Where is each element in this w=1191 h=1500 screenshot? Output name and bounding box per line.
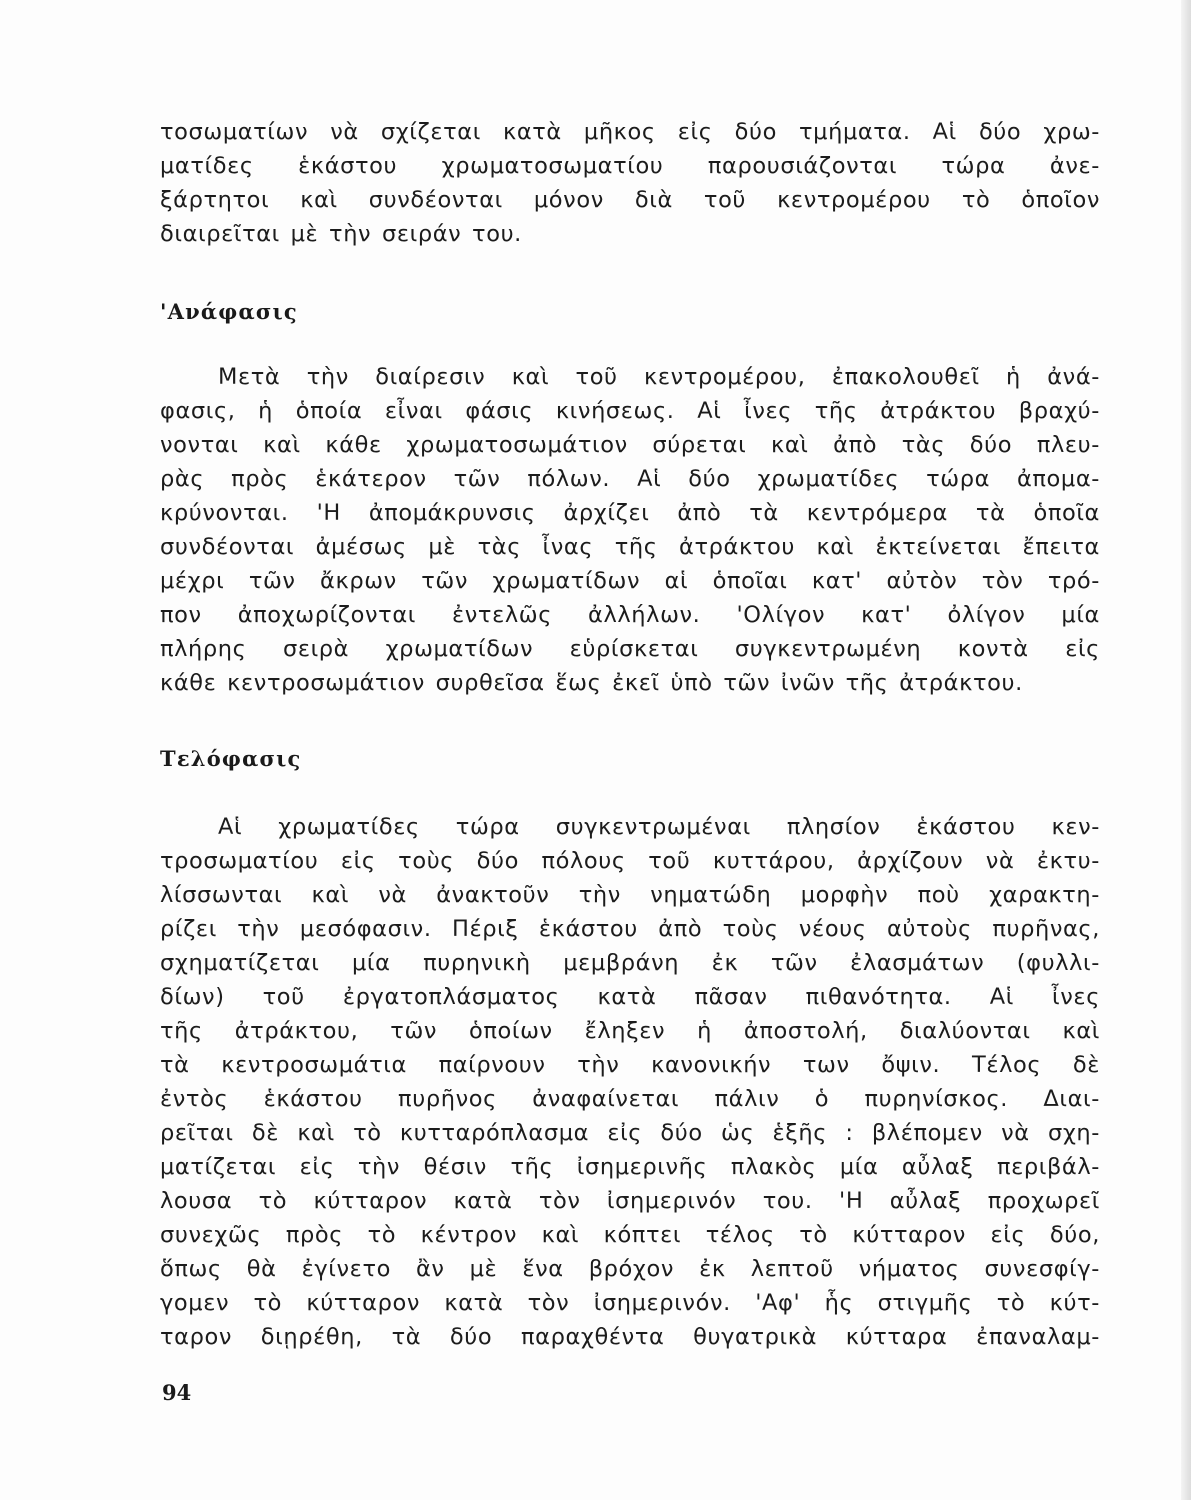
text-line: συνδέονται ἀμέσως μὲ τὰς ἶνας τῆς ἀτράκτου καὶ ἐκτείνεται ἔπειτα	[160, 534, 1100, 560]
paragraph-anaphase	[160, 360, 1100, 700]
text-line: ρίζει τὴν μεσόφασιν. Πέριξ ἑκάστου ἀπὸ τοὺς νέους αὐτοὺς πυρῆνας,	[160, 916, 1100, 942]
text-line: διαιρεῖται μὲ τὴν σειράν του.	[160, 221, 522, 247]
text-line: ξάρτητοι καὶ συνδέονται μόνον διὰ τοῦ κεντρομέρου τὸ ὁποῖον	[160, 187, 1100, 213]
text-line: νονται καὶ κάθε χρωματοσωμάτιον σύρεται καὶ ἀπὸ τὰς δύο πλευ-	[160, 432, 1100, 458]
text-line: ρεῖται δὲ καὶ τὸ κυτταρόπλασμα εἰς δύο ὡς ἑξῆς : βλέπομεν νὰ σχη-	[160, 1120, 1100, 1146]
text-line: κάθε κεντροσωμάτιον συρθεῖσα ἕως ἐκεῖ ὑπὸ τῶν ἰνῶν τῆς ἀτράκτου.	[160, 670, 1023, 696]
page-edge-shadow	[1181, 0, 1191, 1500]
text-line: κρύνονται. 'Η ἀπομάκρυνσις ἀρχίζει ἀπὸ τὰ κεντρόμερα τὰ ὁποῖα	[160, 500, 1100, 526]
section-heading-telophase: Τελόφασις	[160, 746, 302, 771]
text-line: ὅπως θὰ ἐγίνετο ἂν μὲ ἕνα βρόχον ἐκ λεπτοῦ νήματος συνεσφίγ-	[160, 1256, 1100, 1282]
text-line: συνεχῶς πρὸς τὸ κέντρον καὶ κόπτει τέλος τὸ κύτταρον εἰς δύο,	[160, 1222, 1100, 1248]
text-line: πον ἀποχωρίζονται ἐντελῶς ἀλλήλων. 'Ολίγον κατ' ὀλίγον μία	[160, 602, 1100, 628]
text-line: ἐντὸς ἑκάστου πυρῆνος ἀναφαίνεται πάλιν ὁ πυρηνίσκος. Διαι-	[160, 1086, 1100, 1112]
page-number: 94	[162, 1380, 192, 1405]
paragraph-telophase	[160, 810, 1100, 1354]
text-line: ματίδες ἑκάστου χρωματοσωματίου παρουσιάζονται τώρα ἀνε-	[160, 153, 1100, 179]
text-line: ταρον διῃρέθη, τὰ δύο παραχθέντα θυγατρικὰ κύτταρα ἐπαναλαμ-	[160, 1324, 1100, 1350]
text-line: λίσσωνται καὶ νὰ ἀνακτοῦν τὴν νηματώδη μορφὴν ποὺ χαρακτη-	[160, 882, 1100, 908]
text-line: τροσωματίου εἰς τοὺς δύο πόλους τοῦ κυττάρου, ἀρχίζουν νὰ ἐκτυ-	[160, 848, 1100, 874]
text-line: τὰ κεντροσωμάτια παίρνουν τὴν κανονικήν των ὄψιν. Τέλος δὲ	[160, 1052, 1100, 1078]
text-line: φασις, ἡ ὁποία εἶναι φάσις κινήσεως. Αἱ ἶνες τῆς ἀτράκτου βραχύ-	[160, 398, 1100, 424]
text-line: σχηματίζεται μία πυρηνικὴ μεμβράνη ἐκ τῶν ἐλασμάτων (φυλλι-	[160, 950, 1100, 976]
text-line: πλήρης σειρὰ χρωματίδων εὑρίσκεται συγκεντρωμένη κοντὰ εἰς	[160, 636, 1100, 662]
text-line: ρὰς πρὸς ἑκάτερον τῶν πόλων. Αἱ δύο χρωματίδες τώρα ἀπομα-	[160, 466, 1100, 492]
text-line: γομεν τὸ κύτταρον κατὰ τὸν ἰσημερινόν. 'Αφ' ἧς στιγμῆς τὸ κύτ-	[160, 1290, 1100, 1316]
text-line: δίων) τοῦ ἐργατοπλάσματος κατὰ πᾶσαν πιθανότητα. Αἱ ἶνες	[160, 984, 1100, 1010]
text-line: Μετὰ τὴν διαίρεσιν καὶ τοῦ κεντρομέρου, ἐπακολουθεῖ ἡ ἀνά-	[218, 364, 1100, 390]
text-line: ματίζεται εἰς τὴν θέσιν τῆς ἰσημερινῆς πλακὸς μία αὖλαξ περιβάλ-	[160, 1154, 1100, 1180]
paragraph-continuation	[160, 115, 1100, 251]
text-line: Αἱ χρωματίδες τώρα συγκεντρωμέναι πλησίον ἑκάστου κεν-	[218, 814, 1100, 840]
section-heading-anaphase: 'Ανάφασις	[160, 299, 298, 324]
text-line: μέχρι τῶν ἄκρων τῶν χρωματίδων αἱ ὁποῖαι κατ' αὐτὸν τὸν τρό-	[160, 568, 1100, 594]
text-line: τοσωματίων νὰ σχίζεται κατὰ μῆκος εἰς δύο τμήματα. Αἱ δύο χρω-	[160, 119, 1100, 145]
text-line: τῆς ἀτράκτου, τῶν ὁποίων ἔληξεν ἡ ἀποστολή, διαλύονται καὶ	[160, 1018, 1100, 1044]
text-line: λουσα τὸ κύτταρον κατὰ τὸν ἰσημερινόν του. 'Η αὖλαξ προχωρεῖ	[160, 1188, 1100, 1214]
